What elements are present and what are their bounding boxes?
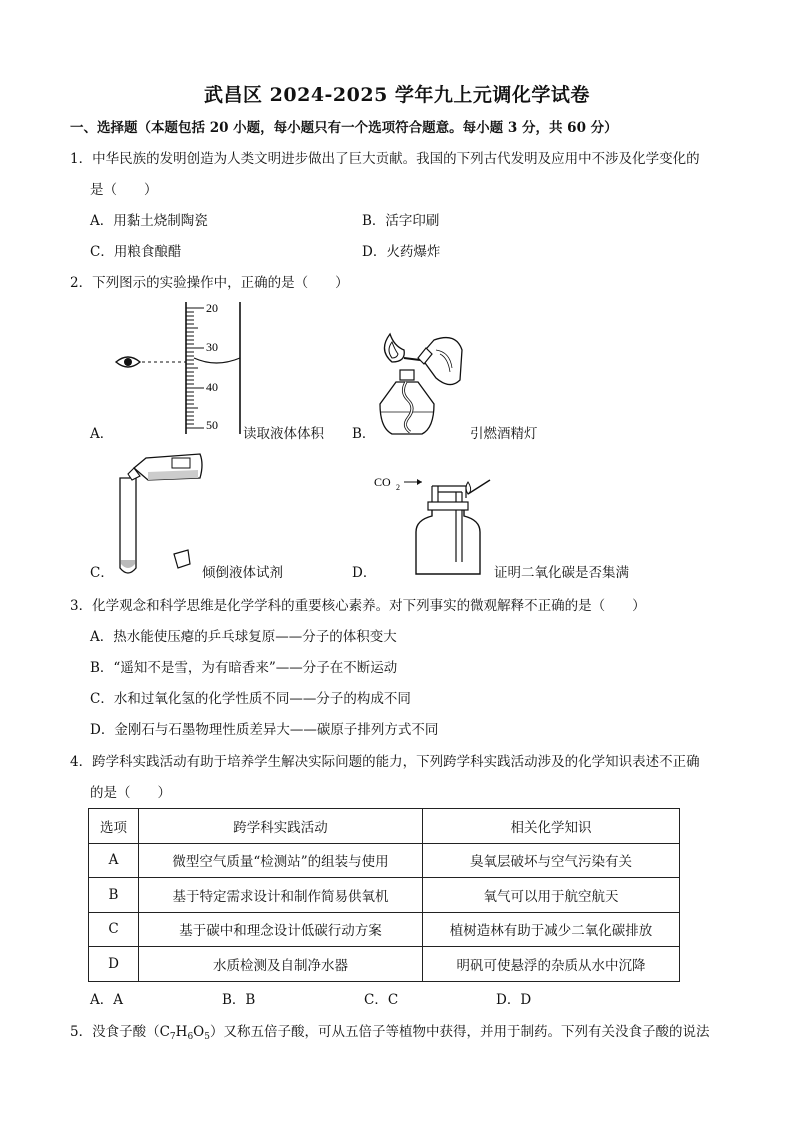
stopper-icon (174, 550, 190, 568)
table-row (89, 912, 680, 947)
q2-stem: 2．下列图示的实验操作中，正确的是（ ） (70, 275, 349, 291)
q1-option-b: B．活字印刷 (362, 213, 440, 229)
table-cell: 基于碳中和理念设计低碳行动方案 (139, 912, 423, 947)
q2-option-b-caption: 引燃酒精灯 (470, 426, 538, 442)
table-cell: 微型空气质量“检测站”的组装与使用 (139, 843, 423, 878)
table-header: 相关化学知识 (423, 809, 680, 844)
table-cell: 基于特定需求设计和制作简易供氧机 (139, 878, 423, 913)
table-cell: D (89, 947, 139, 982)
q2-option-a-caption: 读取液体体积 (243, 426, 324, 442)
q5-h: H (175, 1024, 188, 1040)
table-row (89, 843, 680, 878)
table-cell: C (89, 912, 139, 947)
q2-option-b-letter: B． (352, 426, 376, 442)
table-header-row (89, 809, 680, 844)
table-header: 选项 (89, 809, 139, 844)
co2-label: CO (374, 475, 391, 489)
tick-label-20: 20 (206, 301, 218, 315)
tick-label-50: 50 (206, 418, 218, 432)
q2-option-a-letter: A． (90, 426, 114, 442)
q5-text-start: 5．没食子酸（C (70, 1024, 170, 1040)
q4-option-a: A．A (90, 992, 123, 1008)
eye-icon (116, 357, 140, 367)
section-heading: 一、选择题（本题包括 20 小题，每小题只有一个选项符合题意。每小题 3 分，共 60 分） (70, 120, 618, 136)
q1-stem-line1: 1．中华民族的发明创造为人类文明进步做出了巨大贡献。我国的下列古代发明及应用中不涉及化学变化的 (70, 151, 700, 167)
q2-option-c-caption: 倾倒液体试剂 (202, 565, 283, 581)
q1-option-a: A．用黏土烧制陶瓷 (90, 213, 208, 229)
q3-option-d: D．金刚石与石墨物理性质差异大——碳原子排列方式不同 (90, 722, 439, 738)
table-cell: A (89, 843, 139, 878)
q5-o: O (193, 1024, 205, 1040)
q5-sub-c: 7 (169, 1032, 176, 1042)
q2-option-d-caption: 证明二氧化碳是否集满 (494, 565, 629, 581)
q3-option-a: A．热水能使压瘪的乒乓球复原——分子的体积变大 (90, 629, 397, 645)
q2-option-d-letter: D． (352, 565, 377, 581)
q4-stem-line1: 4．跨学科实践活动有助于培养学生解决实际问题的能力，下列跨学科实践活动涉及的化学知识表述不正确 (70, 754, 700, 770)
q5-text-end: ）又称五倍子酸，可从五倍子等植物中获得，并用于制药。下列有关没食子酸的说法 (209, 1024, 710, 1040)
page-title: 武昌区 2024-2025 学年九上元调化学试卷 (204, 84, 590, 106)
pouring-liquid-figure (108, 450, 208, 580)
q2-option-c-letter: C． (90, 565, 114, 581)
cylinder-reading-figure (108, 298, 248, 438)
flame-icon (466, 482, 471, 494)
alcohol-lamp-figure (370, 328, 470, 440)
q3-option-b: B．“遥知不是雪，为有暗香来”——分子在不断运动 (90, 660, 398, 676)
q4-option-c: C．C (364, 992, 399, 1008)
table-cell: 植树造林有助于减少二氧化碳排放 (423, 912, 680, 947)
q4-table (88, 808, 680, 982)
q4-option-b: B．B (222, 992, 256, 1008)
q1-stem-line2: 是（ ） (90, 182, 158, 198)
table-header: 跨学科实践活动 (139, 809, 423, 844)
table-row (89, 878, 680, 913)
q1-option-d: D．火药爆炸 (362, 244, 441, 260)
table-cell: 臭氧层破坏与空气污染有关 (423, 843, 680, 878)
co2-bottle-figure (372, 470, 497, 580)
q5-sub-h: 6 (187, 1032, 194, 1042)
table-cell: 水质检测及自制净水器 (139, 947, 423, 982)
table-cell: 明矾可使悬浮的杂质从水中沉降 (423, 947, 680, 982)
table-cell: 氧气可以用于航空航天 (423, 878, 680, 913)
tick-label-30: 30 (206, 340, 218, 354)
q3-option-c: C．水和过氧化氢的化学性质不同——分子的构成不同 (90, 691, 411, 707)
tick-label-40: 40 (206, 380, 218, 394)
q1-option-c: C．用粮食酿醋 (90, 244, 182, 260)
q4-stem-line2: 的是（ ） (90, 785, 171, 801)
co2-subscript: 2 (396, 483, 400, 492)
table-row (89, 947, 680, 982)
q5-sub-o: 5 (204, 1032, 210, 1042)
q5-stem (70, 1023, 709, 1046)
table-cell: B (89, 878, 139, 913)
q4-option-d: D．D (496, 992, 532, 1008)
q3-stem: 3．化学观念和科学思维是化学学科的重要核心素养。对下列事实的微观解释不正确的是（ ） (70, 598, 646, 614)
